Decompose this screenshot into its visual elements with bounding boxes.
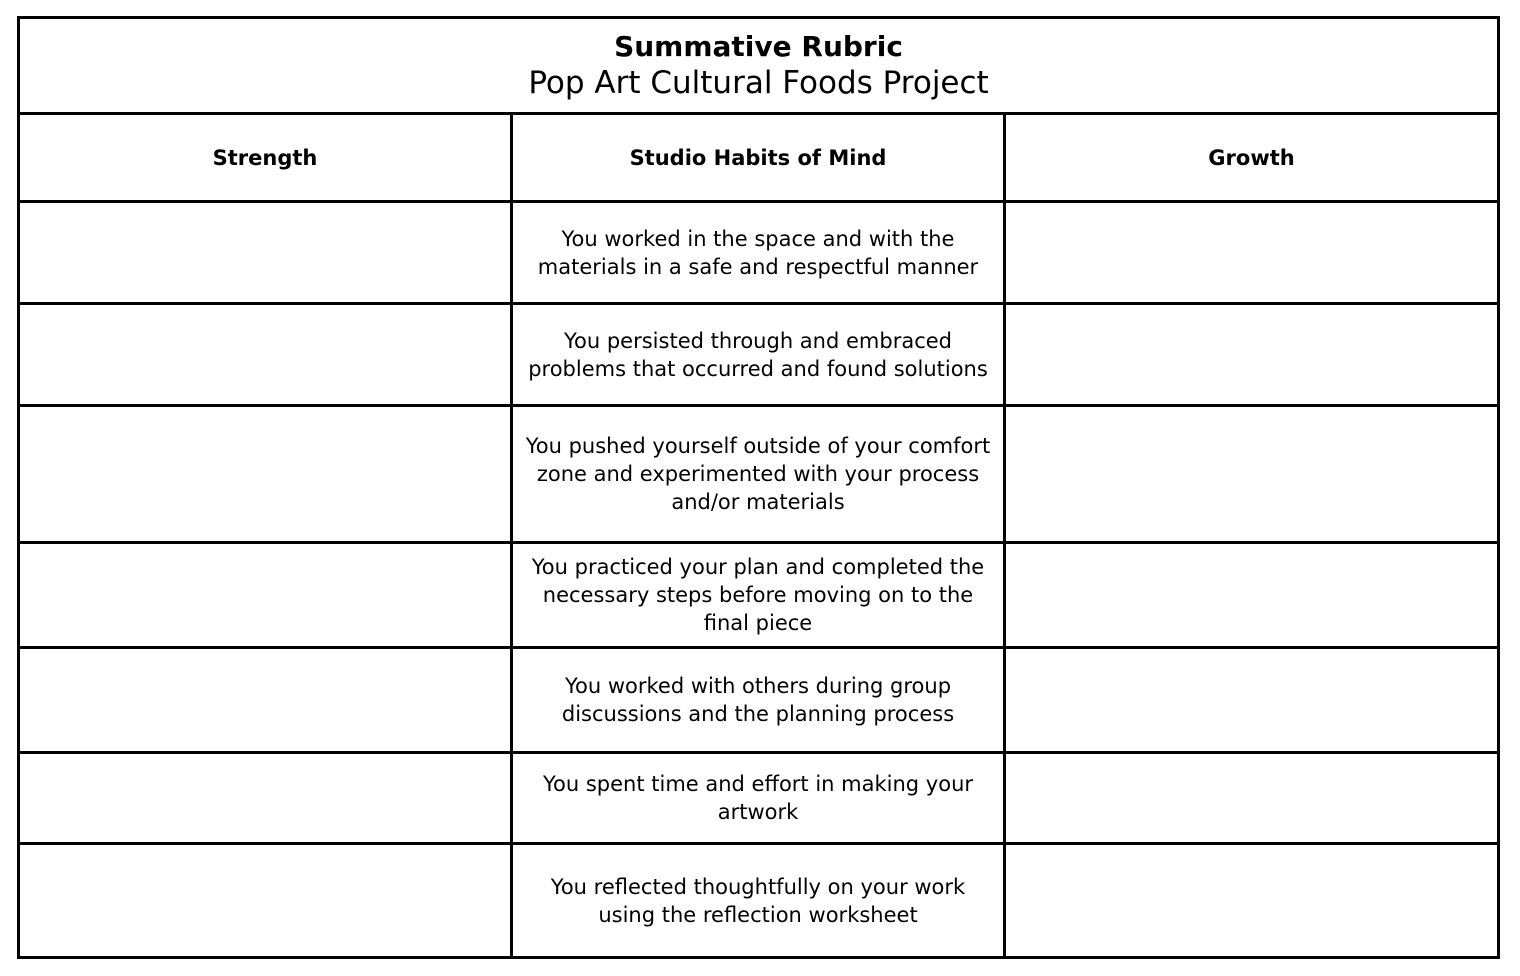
criterion-cell: You worked with others during group discussions and the planning process [512,648,1005,753]
criterion-cell: You worked in the space and with the materials in a safe and respectful manner [512,202,1005,304]
criterion-cell: You persisted through and embraced problems that occurred and found solutions [512,304,1005,406]
criterion-cell: You reflected thoughtfully on your work using the reflection worksheet [512,844,1005,958]
growth-cell[interactable] [1005,406,1499,543]
growth-cell[interactable] [1005,543,1499,648]
table-row [19,406,1499,543]
growth-cell[interactable] [1005,753,1499,844]
criterion-cell: You practiced your plan and completed the necessary steps before moving on to the final piece [512,543,1005,648]
table-row [19,304,1499,406]
criterion-cell: You pushed yourself outside of your comfort zone and experimented with your process and/or materials [512,406,1005,543]
strength-cell[interactable] [19,202,512,304]
strength-cell[interactable] [19,648,512,753]
growth-cell[interactable] [1005,844,1499,958]
rubric-title: Summative Rubric [614,29,903,63]
growth-cell[interactable] [1005,202,1499,304]
project-subtitle: Pop Art Cultural Foods Project [528,64,989,101]
table-row [19,753,1499,844]
strength-column-header: Strength [19,114,512,202]
strength-cell[interactable] [19,753,512,844]
growth-column-header: Growth [1005,114,1499,202]
title-row [19,18,1499,114]
criterion-cell: You spent time and effort in making your artwork [512,753,1005,844]
title-cell [19,18,1499,114]
growth-cell[interactable] [1005,648,1499,753]
strength-cell[interactable] [19,406,512,543]
column-header-row [19,114,1499,202]
growth-cell[interactable] [1005,304,1499,406]
strength-cell[interactable] [19,543,512,648]
table-row [19,202,1499,304]
strength-cell[interactable] [19,844,512,958]
table-row [19,844,1499,958]
habits-column-header: Studio Habits of Mind [512,114,1005,202]
strength-cell[interactable] [19,304,512,406]
table-row [19,648,1499,753]
rubric-table [17,16,1500,959]
table-row [19,543,1499,648]
